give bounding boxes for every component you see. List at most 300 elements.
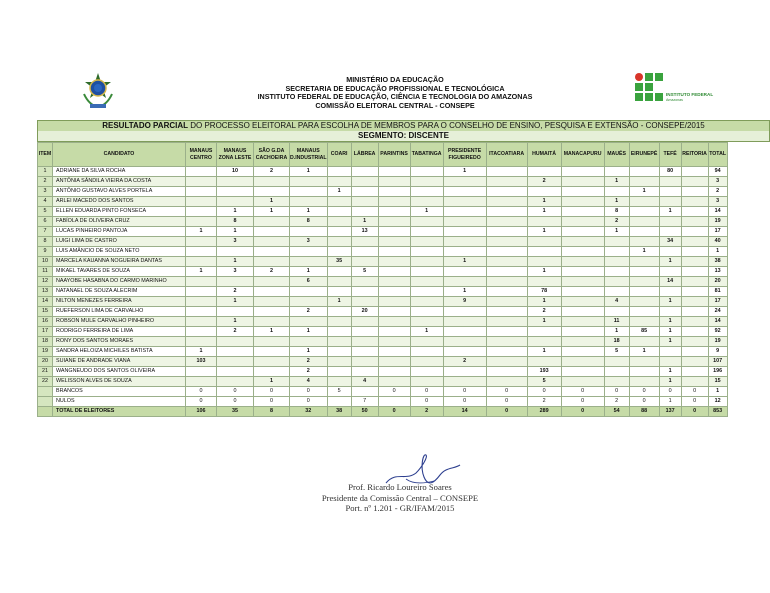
vote-cell: 0 — [290, 387, 328, 397]
vote-cell — [527, 167, 561, 177]
column-header: REITORIA — [681, 143, 708, 167]
vote-cell: 8 — [254, 407, 290, 417]
vote-cell — [290, 227, 328, 237]
vote-cell — [410, 367, 443, 377]
vote-cell — [327, 367, 351, 377]
vote-cell — [561, 317, 604, 327]
vote-cell — [561, 167, 604, 177]
vote-cell — [410, 277, 443, 287]
vote-cell: 1 — [254, 327, 290, 337]
vote-cell: 289 — [527, 407, 561, 417]
vote-cell: 0 — [486, 407, 527, 417]
vote-cell — [443, 317, 486, 327]
total-cell: 19 — [708, 337, 727, 347]
logo-subtext: Amazonas — [666, 98, 683, 102]
vote-cell — [327, 397, 351, 407]
vote-cell: 2 — [410, 407, 443, 417]
vote-cell: 9 — [443, 297, 486, 307]
vote-cell: 0 — [290, 397, 328, 407]
vote-cell — [378, 297, 410, 307]
vote-cell: 2 — [527, 397, 561, 407]
vote-cell — [629, 287, 659, 297]
candidate-name: SANDRA HELOIZA MICHILES BATISTA — [53, 347, 186, 357]
table-row — [38, 367, 728, 377]
column-header: CANDIDATO — [53, 143, 186, 167]
vote-cell: 1 — [604, 227, 629, 237]
vote-cell — [629, 297, 659, 307]
vote-cell: 106 — [186, 407, 217, 417]
vote-cell — [629, 167, 659, 177]
vote-cell — [561, 187, 604, 197]
vote-cell — [681, 287, 708, 297]
vote-cell — [217, 357, 254, 367]
vote-cell: 80 — [659, 167, 681, 177]
vote-cell — [290, 197, 328, 207]
column-header: MANAUS D.INDUSTRIAL — [290, 143, 328, 167]
vote-cell: 1 — [290, 207, 328, 217]
vote-cell — [351, 337, 378, 347]
total-cell: 1 — [708, 387, 727, 397]
vote-cell: 1 — [186, 347, 217, 357]
vote-cell — [629, 207, 659, 217]
vote-cell — [681, 357, 708, 367]
vote-cell — [681, 297, 708, 307]
candidate-name: WANGNEUDO DOS SANTOS OLIVEIRA — [53, 367, 186, 377]
vote-cell — [681, 347, 708, 357]
vote-cell: 103 — [186, 357, 217, 367]
vote-cell — [561, 337, 604, 347]
item-number — [38, 407, 53, 417]
vote-cell: 2 — [254, 167, 290, 177]
total-cell: 14 — [708, 317, 727, 327]
vote-cell — [378, 337, 410, 347]
vote-cell — [327, 377, 351, 387]
vote-cell — [290, 247, 328, 257]
table-row — [38, 247, 728, 257]
vote-cell — [561, 257, 604, 267]
vote-cell: 0 — [410, 397, 443, 407]
vote-cell: 1 — [659, 207, 681, 217]
vote-cell — [486, 247, 527, 257]
vote-cell: 7 — [351, 397, 378, 407]
column-header: MANACAPURU — [561, 143, 604, 167]
banner-bold: RESULTADO PARCIAL — [102, 121, 189, 130]
segment-title: SEGMENTO: DISCENTE — [37, 131, 770, 142]
vote-cell — [217, 177, 254, 187]
vote-cell: 11 — [604, 317, 629, 327]
vote-cell: 1 — [217, 257, 254, 267]
vote-cell: 1 — [527, 197, 561, 207]
table-row — [38, 237, 728, 247]
vote-cell: 1 — [527, 317, 561, 327]
vote-cell — [351, 347, 378, 357]
vote-cell: 0 — [378, 407, 410, 417]
vote-cell — [290, 337, 328, 347]
item-number: 21 — [38, 367, 53, 377]
results-table — [37, 142, 728, 417]
vote-cell: 2 — [604, 217, 629, 227]
vote-cell — [254, 227, 290, 237]
vote-cell — [327, 287, 351, 297]
vote-cell — [351, 167, 378, 177]
vote-cell — [561, 197, 604, 207]
vote-cell — [561, 357, 604, 367]
vote-cell: 5 — [327, 387, 351, 397]
vote-cell — [486, 307, 527, 317]
table-row — [38, 187, 728, 197]
vote-cell: 3 — [217, 237, 254, 247]
vote-cell — [410, 267, 443, 277]
vote-cell — [410, 177, 443, 187]
vote-cell — [681, 257, 708, 267]
vote-cell: 193 — [527, 367, 561, 377]
vote-cell — [254, 337, 290, 347]
vote-cell — [378, 307, 410, 317]
vote-cell — [561, 217, 604, 227]
item-number: 3 — [38, 187, 53, 197]
vote-cell — [659, 357, 681, 367]
table-row — [38, 317, 728, 327]
vote-cell — [629, 357, 659, 367]
total-cell: 107 — [708, 357, 727, 367]
vote-cell — [378, 327, 410, 337]
vote-cell: 2 — [290, 307, 328, 317]
candidate-name: ARLEI MACEDO DOS SANTOS — [53, 197, 186, 207]
vote-cell — [351, 367, 378, 377]
vote-cell — [629, 277, 659, 287]
item-number: 19 — [38, 347, 53, 357]
vote-cell — [410, 377, 443, 387]
vote-cell — [486, 377, 527, 387]
vote-cell: 1 — [254, 197, 290, 207]
vote-cell: 32 — [290, 407, 328, 417]
vote-cell — [186, 177, 217, 187]
item-number: 20 — [38, 357, 53, 367]
vote-cell — [410, 187, 443, 197]
vote-cell — [217, 377, 254, 387]
vote-cell: 8 — [290, 217, 328, 227]
total-cell: 38 — [708, 257, 727, 267]
vote-cell — [604, 267, 629, 277]
vote-cell — [486, 197, 527, 207]
vote-cell — [186, 167, 217, 177]
vote-cell — [443, 377, 486, 387]
vote-cell — [443, 197, 486, 207]
vote-cell — [378, 317, 410, 327]
vote-cell — [659, 187, 681, 197]
nulos-row — [38, 397, 728, 407]
vote-cell: 1 — [527, 347, 561, 357]
vote-cell — [486, 217, 527, 227]
total-cell: 853 — [708, 407, 727, 417]
vote-cell — [378, 247, 410, 257]
vote-cell: 1 — [410, 207, 443, 217]
vote-cell: 1 — [629, 187, 659, 197]
vote-cell — [659, 227, 681, 237]
vote-cell — [217, 197, 254, 207]
vote-cell — [659, 307, 681, 317]
candidate-name: NILTON MENEZES FERREIRA — [53, 297, 186, 307]
vote-cell — [186, 317, 217, 327]
vote-cell: 1 — [443, 257, 486, 267]
vote-cell — [254, 247, 290, 257]
vote-cell: 0 — [486, 387, 527, 397]
vote-cell — [561, 327, 604, 337]
vote-cell — [629, 237, 659, 247]
vote-cell — [681, 377, 708, 387]
vote-cell: 14 — [443, 407, 486, 417]
vote-cell — [410, 257, 443, 267]
vote-cell — [254, 347, 290, 357]
column-header: MANAUS CENTRO — [186, 143, 217, 167]
item-number: 12 — [38, 277, 53, 287]
vote-cell — [604, 307, 629, 317]
table-row — [38, 337, 728, 347]
vote-cell — [186, 187, 217, 197]
vote-cell: 0 — [254, 387, 290, 397]
vote-cell — [681, 227, 708, 237]
column-header: PRESIDENTE FIGUEIREDO — [443, 143, 486, 167]
vote-cell: 1 — [290, 167, 328, 177]
vote-cell — [527, 277, 561, 287]
vote-cell — [378, 217, 410, 227]
vote-cell — [681, 197, 708, 207]
table-row — [38, 377, 728, 387]
vote-cell — [629, 377, 659, 387]
vote-cell: 1 — [527, 207, 561, 217]
vote-cell: 1 — [659, 317, 681, 327]
coat-of-arms-logo — [80, 72, 116, 110]
vote-cell — [186, 287, 217, 297]
vote-cell: 2 — [604, 397, 629, 407]
logo-text: INSTITUTO FEDERAL — [666, 92, 714, 97]
item-number — [38, 387, 53, 397]
vote-cell — [681, 327, 708, 337]
vote-cell: 35 — [327, 257, 351, 267]
vote-cell: 2 — [254, 267, 290, 277]
vote-cell — [351, 387, 378, 397]
item-number: 18 — [38, 337, 53, 347]
vote-cell — [378, 177, 410, 187]
vote-cell: 1 — [443, 167, 486, 177]
vote-cell — [486, 257, 527, 267]
candidate-name: ROBSON MULE CARVALHO PINHEIRO — [53, 317, 186, 327]
vote-cell: 4 — [604, 297, 629, 307]
vote-cell: 1 — [659, 367, 681, 377]
total-cell: 13 — [708, 267, 727, 277]
vote-cell: 50 — [351, 407, 378, 417]
vote-cell — [410, 357, 443, 367]
vote-cell — [327, 237, 351, 247]
vote-cell — [410, 227, 443, 237]
vote-cell — [604, 167, 629, 177]
vote-cell — [527, 247, 561, 257]
vote-cell — [186, 327, 217, 337]
candidate-name: RONY DOS SANTOS MORAES — [53, 337, 186, 347]
vote-cell: 38 — [327, 407, 351, 417]
vote-cell: 0 — [629, 387, 659, 397]
item-number: 17 — [38, 327, 53, 337]
vote-cell: 1 — [290, 347, 328, 357]
vote-cell — [629, 317, 659, 327]
vote-cell — [486, 317, 527, 327]
vote-cell: 137 — [659, 407, 681, 417]
vote-cell: 1 — [659, 337, 681, 347]
vote-cell — [186, 307, 217, 317]
table-row — [38, 347, 728, 357]
vote-cell — [604, 277, 629, 287]
signer-role: Presidente da Comissão Central – CONSEPE — [321, 492, 479, 503]
vote-cell — [327, 317, 351, 327]
vote-cell — [254, 307, 290, 317]
vote-cell — [681, 247, 708, 257]
vote-cell: 2 — [527, 177, 561, 187]
vote-cell — [629, 217, 659, 227]
total-cell: 20 — [708, 277, 727, 287]
vote-cell — [527, 217, 561, 227]
vote-cell: 1 — [186, 267, 217, 277]
total-cell: 81 — [708, 287, 727, 297]
column-header: TEFÉ — [659, 143, 681, 167]
vote-cell — [604, 377, 629, 387]
vote-cell — [327, 167, 351, 177]
vote-cell: 1 — [659, 397, 681, 407]
vote-cell — [486, 327, 527, 337]
table-row — [38, 287, 728, 297]
vote-cell — [378, 287, 410, 297]
vote-cell — [378, 277, 410, 287]
total-cell: 17 — [708, 297, 727, 307]
vote-cell — [443, 187, 486, 197]
total-cell: 14 — [708, 207, 727, 217]
vote-cell — [486, 207, 527, 217]
vote-cell — [443, 217, 486, 227]
vote-cell — [351, 297, 378, 307]
vote-cell: 0 — [561, 387, 604, 397]
vote-cell: 1 — [659, 297, 681, 307]
vote-cell — [486, 367, 527, 377]
vote-cell: 0 — [604, 387, 629, 397]
candidate-name: ELLEN EDUARDA PINTO FONSECA — [53, 207, 186, 217]
vote-cell — [327, 277, 351, 287]
vote-cell — [186, 337, 217, 347]
vote-cell — [327, 207, 351, 217]
vote-cell — [443, 237, 486, 247]
vote-cell — [254, 277, 290, 287]
column-header: TABATINGA — [410, 143, 443, 167]
vote-cell: 1 — [254, 207, 290, 217]
vote-cell — [351, 207, 378, 217]
vote-cell: 34 — [659, 237, 681, 247]
item-number: 11 — [38, 267, 53, 277]
vote-cell — [410, 347, 443, 357]
column-header: TOTAL — [708, 143, 727, 167]
total-cell: 12 — [708, 397, 727, 407]
vote-cell: 2 — [217, 327, 254, 337]
vote-cell — [443, 367, 486, 377]
vote-cell — [681, 177, 708, 187]
vote-cell: 2 — [443, 357, 486, 367]
vote-cell — [629, 307, 659, 317]
vote-cell: 0 — [681, 397, 708, 407]
vote-cell — [659, 217, 681, 227]
column-header: ITEM — [38, 143, 53, 167]
vote-cell: 8 — [604, 207, 629, 217]
vote-cell — [217, 367, 254, 377]
item-number: 9 — [38, 247, 53, 257]
vote-cell — [561, 227, 604, 237]
vote-cell — [327, 347, 351, 357]
table-row — [38, 217, 728, 227]
vote-cell — [604, 257, 629, 267]
vote-cell — [527, 237, 561, 247]
vote-cell — [217, 187, 254, 197]
vote-cell — [254, 357, 290, 367]
vote-cell — [217, 337, 254, 347]
vote-cell — [186, 367, 217, 377]
vote-cell — [629, 197, 659, 207]
vote-cell — [186, 197, 217, 207]
vote-cell — [561, 237, 604, 247]
vote-cell — [561, 207, 604, 217]
vote-cell — [186, 277, 217, 287]
vote-cell: 0 — [486, 397, 527, 407]
item-number: 15 — [38, 307, 53, 317]
vote-cell — [217, 347, 254, 357]
table-row — [38, 207, 728, 217]
item-number: 7 — [38, 227, 53, 237]
item-number: 13 — [38, 287, 53, 297]
total-cell: 3 — [708, 177, 727, 187]
vote-cell: 2 — [527, 307, 561, 317]
vote-cell: 1 — [351, 217, 378, 227]
vote-cell — [254, 237, 290, 247]
vote-cell: 1 — [527, 227, 561, 237]
vote-cell: 0 — [443, 397, 486, 407]
column-header: PARINTINS — [378, 143, 410, 167]
candidate-name: RUEFERSON LIMA DE CARVALHO — [53, 307, 186, 317]
item-number: 1 — [38, 167, 53, 177]
column-header: COARI — [327, 143, 351, 167]
vote-cell — [254, 177, 290, 187]
vote-cell — [327, 327, 351, 337]
vote-cell — [410, 167, 443, 177]
vote-cell — [410, 237, 443, 247]
vote-cell: 13 — [351, 227, 378, 237]
vote-cell — [327, 227, 351, 237]
vote-cell — [561, 377, 604, 387]
vote-cell — [486, 337, 527, 347]
vote-cell — [604, 287, 629, 297]
vote-cell — [351, 177, 378, 187]
vote-cell — [659, 197, 681, 207]
vote-cell: 1 — [629, 247, 659, 257]
vote-cell — [351, 317, 378, 327]
vote-cell — [351, 187, 378, 197]
candidate-name: WELISSON ALVES DE SOUZA — [53, 377, 186, 387]
vote-cell: 1 — [659, 327, 681, 337]
vote-cell — [217, 247, 254, 257]
vote-cell: 0 — [681, 387, 708, 397]
vote-cell: 0 — [561, 397, 604, 407]
column-header: LÁBREA — [351, 143, 378, 167]
item-number: 8 — [38, 237, 53, 247]
table-row — [38, 227, 728, 237]
vote-cell — [443, 347, 486, 357]
vote-cell — [561, 287, 604, 297]
vote-cell — [681, 217, 708, 227]
vote-cell — [378, 367, 410, 377]
